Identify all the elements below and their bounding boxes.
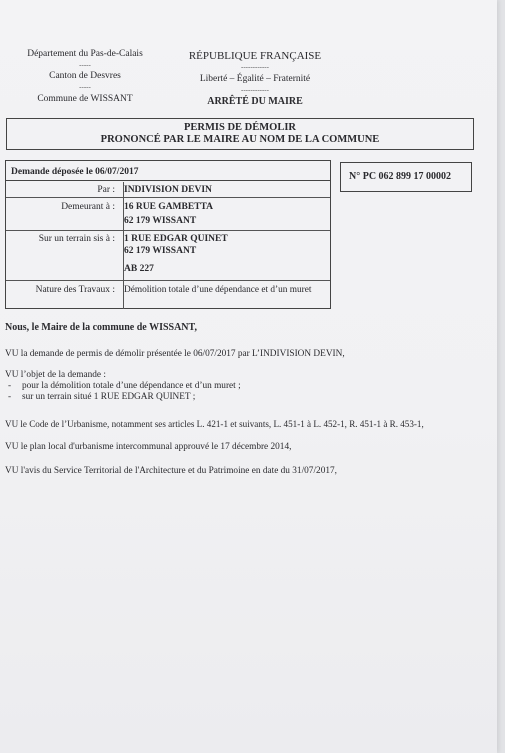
bullet-dash: -	[8, 392, 12, 402]
parcel-value: AB 227	[124, 264, 154, 274]
land-line2: 62 179 WISSANT	[124, 246, 197, 256]
header-separator: -----	[79, 61, 91, 69]
request-date-header: Demande déposée le 06/07/2017	[6, 161, 330, 181]
permit-title: PERMIS DE DÉMOLIR	[183, 122, 296, 133]
bullet-dash: -	[8, 381, 12, 391]
canton-label: Canton de Desvres	[49, 71, 121, 81]
header-separator: -----	[79, 83, 91, 91]
vu-plu-text: VU le plan local d'urbanisme intercommunal approuvé le 17 décembre 2014,	[5, 442, 292, 452]
permit-title-box	[6, 118, 474, 150]
table-row-divider	[6, 280, 330, 281]
department-label: Département du Pas-de-Calais	[27, 49, 143, 59]
decree-label: ARRÊTÉ DU MAIRE	[207, 96, 303, 107]
address-label: Demeurant à :	[61, 202, 115, 212]
vu-object-title: VU l’objet de la demande :	[5, 370, 106, 380]
republic-label: RÉPUBLIQUE FRANÇAISE	[188, 50, 322, 62]
works-label: Nature des Travaux :	[35, 285, 115, 295]
address-line2: 62 179 WISSANT	[124, 216, 197, 226]
intro-text: Nous, le Maire de la commune de WISSANT,	[5, 322, 197, 333]
applicant-value: INDIVISION DEVIN	[124, 185, 212, 195]
table-row-divider	[6, 230, 330, 231]
vu-code-text: VU le Code de l’Urbanisme, notamment ses articles L. 421-1 et suivants, L. 451-1 à L. 452-1, R. 451-1 à R. 453-1,	[5, 419, 424, 429]
address-line1: 16 RUE GAMBETTA	[124, 202, 214, 212]
vu-object-item: sur un terrain situé 1 RUE EDGAR QUINET ;	[22, 392, 196, 402]
motto-label: Liberté – Égalité – Fraternité	[199, 74, 311, 84]
land-line1: 1 RUE EDGAR QUINET	[124, 234, 228, 244]
header-separator: ------------	[241, 63, 269, 71]
vu-object-item: pour la démolition totale d’une dépendance et d’un muret ;	[22, 381, 241, 391]
vu-stap-text: VU l'avis du Service Territorial de l'Architecture et du Patrimoine en date du 31/07/2017,	[5, 466, 337, 476]
request-table	[5, 160, 331, 309]
vu-request-text: VU la demande de permis de démolir présentée le 06/07/2017 par L’INDIVISION DEVIN,	[5, 349, 345, 359]
header-separator: ------------	[241, 86, 269, 94]
works-value: Démolition totale d’une dépendance et d’un muret	[124, 285, 312, 295]
table-row-divider	[6, 197, 330, 198]
permit-subtitle: PRONONCÉ PAR LE MAIRE AU NOM DE LA COMMUNE	[100, 134, 380, 145]
commune-label: Commune de WISSANT	[37, 94, 133, 104]
land-label: Sur un terrain sis à :	[38, 234, 115, 244]
permit-number: N° PC 062 899 17 00002	[340, 162, 472, 192]
applicant-label: Par :	[97, 185, 115, 195]
